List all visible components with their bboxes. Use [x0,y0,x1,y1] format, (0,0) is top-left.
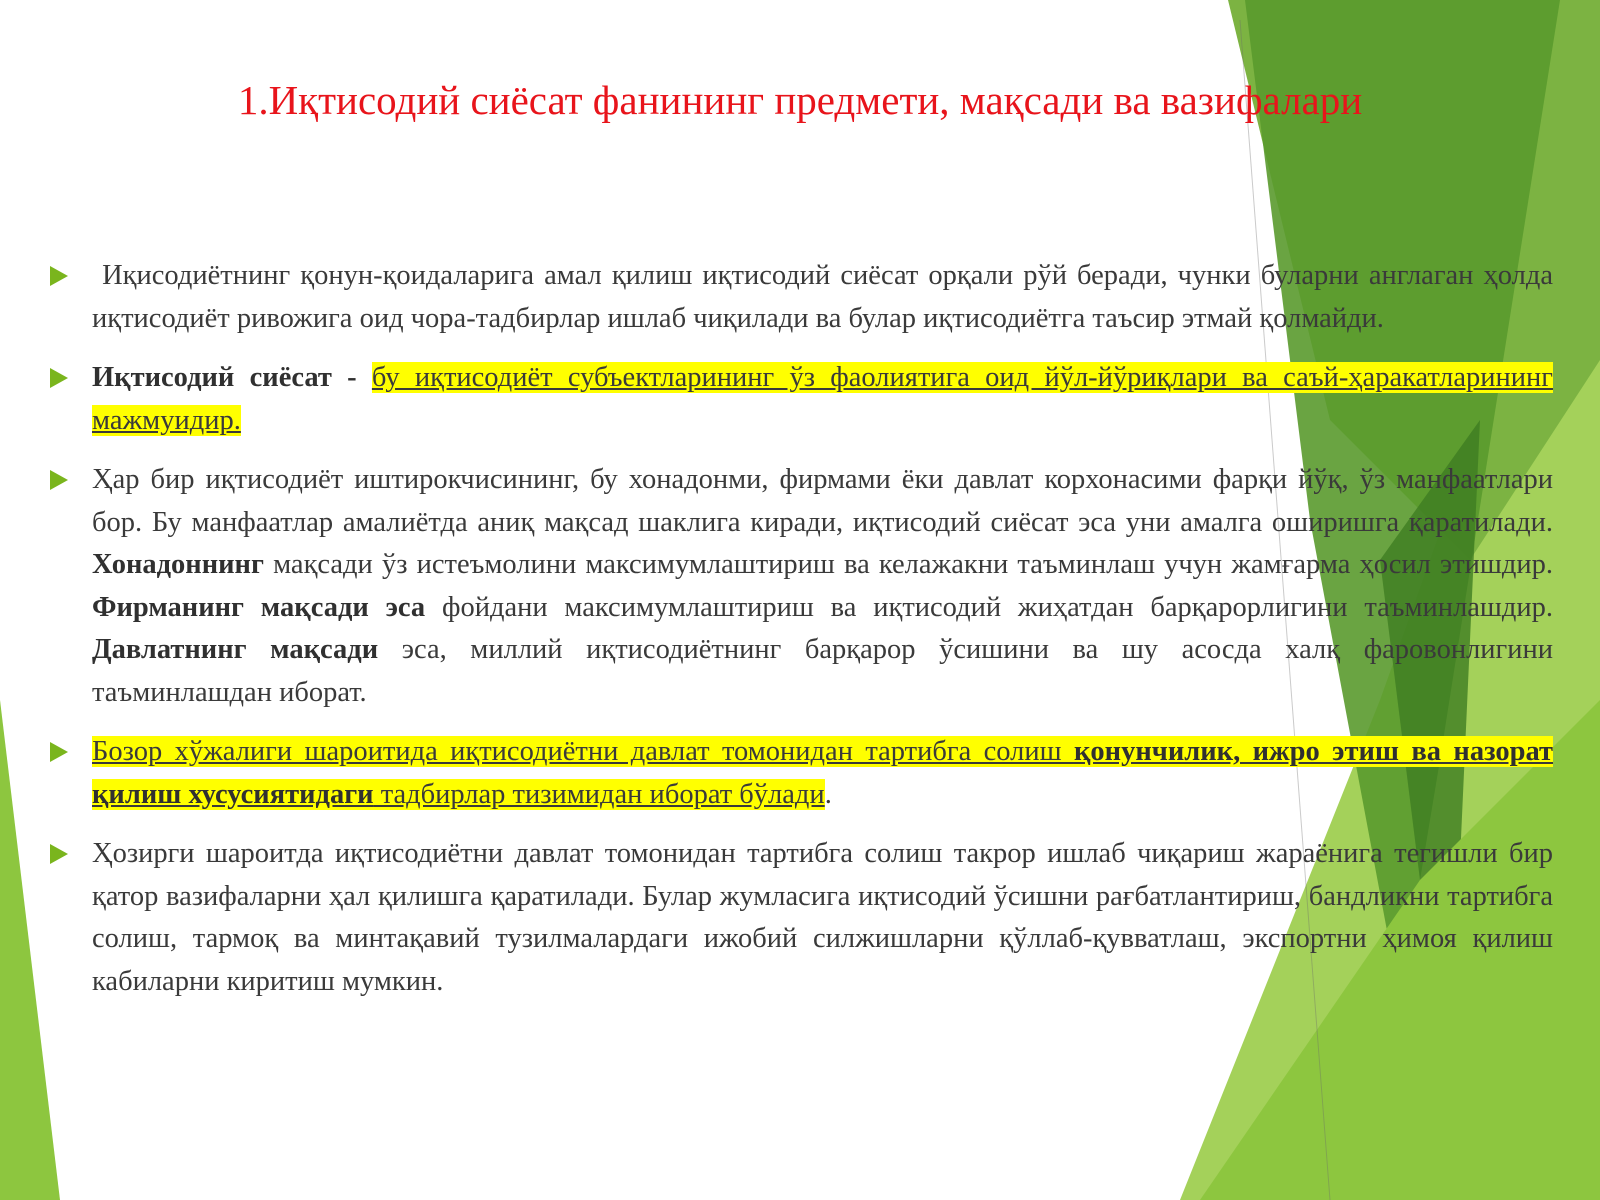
bullet-item [48,833,1553,1003]
bullet-text-content: Ҳар бир иқтисодиёт иштирокчисининг, бу хонадонми, фирмами ёки давлат корхонасими фарқи йўқ, ўз манфаатлари бор. Бу манфаатлар амалиётда аниқ мақсад шаклига киради, иқтисодий сиёсат эса уни амалга оширишга қаратилади. [92,464,1553,538]
bullet-text [92,833,1553,1003]
bullet-item [48,459,1553,714]
bullet-text [92,459,1553,714]
bullet-text-content: эса, миллий иқтисодиётнинг барқарор ўсишини ва шу асосда халқ фаровонлигини таъминлашдан иборат. [92,634,1553,708]
bold-term: Давлатнинг мақсади [92,634,379,665]
highlighted-definition: бу иқтисодиёт субъектларининг ўз фаолиятига оид йўл-йўриқлари ва саъй-ҳаракатларининг мажмуидир. [92,362,1553,436]
triangle-right-icon [50,844,68,864]
bullet-list [48,255,1553,1020]
triangle-right-icon [50,742,68,762]
bold-term: қонунчилик, ижро этиш ва назорат қилиш хусусиятидаги [92,736,1553,810]
bullet-item [48,357,1553,442]
triangle-right-icon [50,470,68,490]
bullet-text [92,731,1553,816]
bullet-text-content: мақсади ўз истеъмолини максимумлаштириш ва келажакни таъминлаш учун жамғарма ҳосил этишдир. [263,549,1553,580]
bold-term: Фирманинг мақсади эса [92,591,426,623]
bold-term: Хонадоннинг [92,549,264,580]
sentence-end: . [824,778,832,810]
triangle-right-icon [50,368,68,388]
bullet-text [92,255,1553,340]
bullet-text [92,357,1553,442]
bullet-text-content: фойдани максимумлаштириш ва иқтисодий жиҳатдан барқарорлигини таъминлашдир. [425,591,1554,623]
slide-title: 1.Иқтисодий сиёсат фанининг предмети, мақсади ва вазифалари [237,77,1363,123]
triangle-right-icon [50,266,68,286]
bullet-item [48,731,1553,816]
highlighted-text: тадбирлар тизимидан иборат бўлади [373,778,825,810]
bullet-item [48,255,1553,340]
bullet-text-content: Ҳозирги шароитда иқтисодиётни давлат томонидан тартибга солиш такрор ишлаб чиқариш жараёнига тегишли бир қатор вазифаларни ҳал қилишга қаратилади. Булар жумласига иқтисодий ўсишни рағбатлантириш, бандликни тартибга солиш, тармоқ ва минтақавий тузилмалардаги ижобий силжишларни қўллаб-қувватлаш, экспортни ҳимоя қилиш кабиларни киритиш мумкин. [92,838,1553,997]
highlighted-text: Бозор хўжалиги шароитида иқтисодиётни давлат томонидан тартибга солиш [92,736,1074,767]
bullet-text-content: Иқисодиётнинг қонун-қоидаларига амал қилиш иқтисодий сиёсат орқали рўй беради, чунки буларни англаган ҳолда иқтисодиёт ривожига оид чора-тадбирлар ишлаб чиқилади ва булар иқтисодиётга таъсир этмай қолмайди. [92,260,1554,334]
bold-term: Иқтисодий сиёсат - [92,362,372,393]
